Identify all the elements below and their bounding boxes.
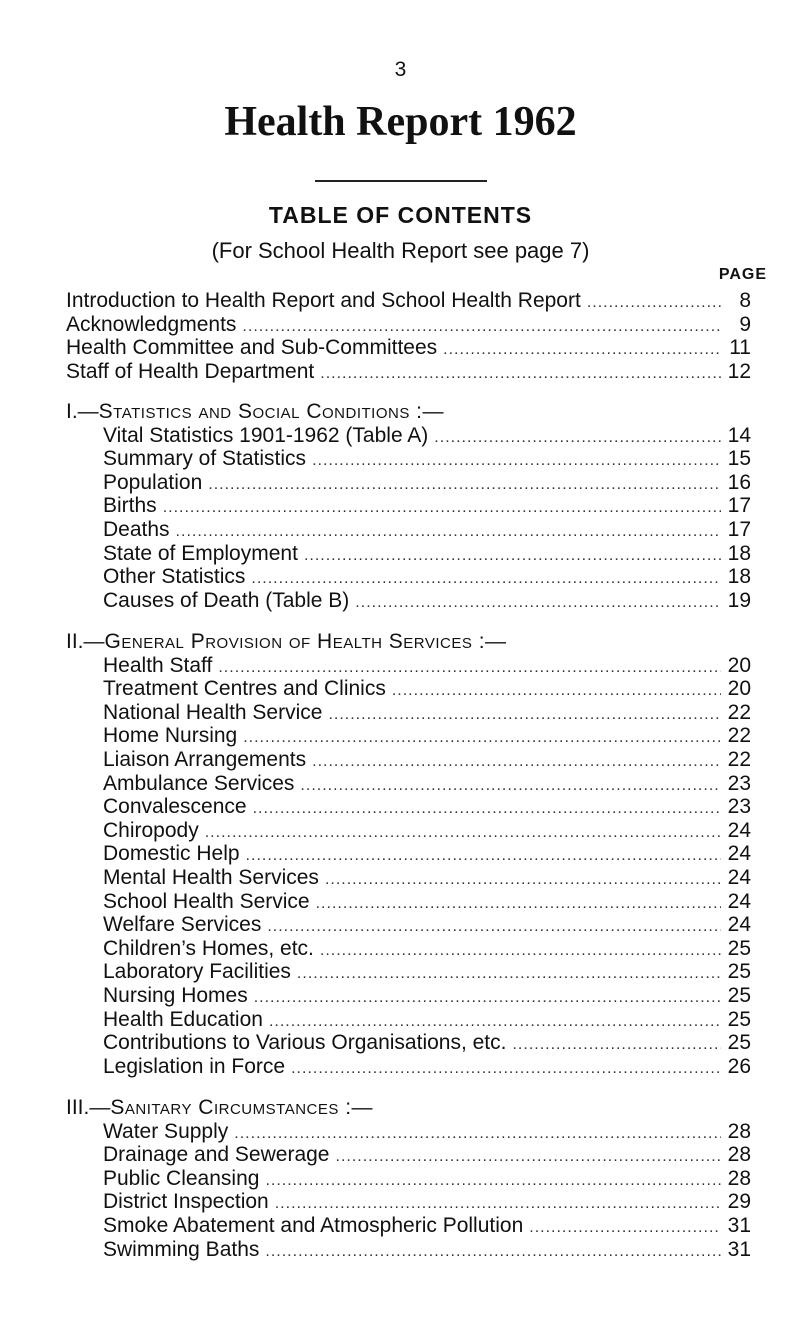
toc-entry-page: 11 — [729, 336, 751, 360]
toc-entry-page: 24 — [727, 913, 751, 937]
toc-entry[interactable] — [66, 360, 751, 384]
dot-leader — [265, 1169, 721, 1193]
toc-entry-text: Health Committee and Sub-Committees — [66, 336, 438, 360]
toc-entry-page: 20 — [727, 653, 751, 677]
toc-entry-page: 23 — [727, 771, 751, 795]
toc-entry[interactable] — [66, 518, 751, 542]
title-divider — [315, 180, 487, 182]
toc-entry-text: Convalescence — [103, 795, 247, 819]
toc-entry[interactable] — [66, 890, 751, 914]
toc-entry[interactable] — [66, 1238, 751, 1262]
section-numeral: III.— — [66, 1096, 111, 1119]
dot-leader — [218, 656, 721, 680]
page-title: Health Report 1962 — [224, 99, 577, 145]
toc-entry-page: 15 — [727, 447, 751, 471]
dot-leader — [320, 362, 721, 386]
dot-leader — [163, 496, 721, 520]
toc-entry-page: 18 — [727, 565, 751, 589]
dot-leader — [392, 679, 721, 703]
toc-entry-page: 28 — [727, 1143, 751, 1167]
toc-entry-text: Treatment Centres and Clinics — [103, 677, 386, 701]
toc-entry-page: 25 — [727, 1007, 751, 1031]
toc-entry-page: 17 — [727, 494, 751, 518]
toc-entry-page: 24 — [727, 889, 751, 913]
dot-leader — [254, 986, 721, 1010]
dot-leader — [300, 774, 721, 798]
toc-entry-text: Chiropody — [103, 818, 199, 842]
toc-entry-text: Ambulance Services — [103, 771, 295, 795]
toc-entry[interactable] — [66, 677, 751, 701]
toc-entry-page: 22 — [727, 724, 751, 748]
toc-entry-page: 24 — [727, 865, 751, 889]
section-title: General Provision of Health Services :— — [104, 630, 507, 653]
toc-entry-page: 23 — [727, 795, 751, 819]
toc-entry[interactable] — [66, 471, 751, 495]
page-number: 3 — [394, 58, 407, 81]
toc-entry-page: 31 — [727, 1237, 751, 1261]
toc-entry-page: 25 — [727, 936, 751, 960]
toc-entry[interactable] — [66, 701, 751, 725]
toc-entry-page: 28 — [727, 1166, 751, 1190]
toc-entry[interactable] — [66, 654, 751, 678]
section-heading — [66, 400, 751, 424]
toc-entry-page: 24 — [727, 818, 751, 842]
toc-entry[interactable] — [66, 1190, 751, 1214]
page-column-label: PAGE — [718, 266, 767, 283]
toc-entry-page: 24 — [727, 842, 751, 866]
toc-entry-text: District Inspection — [103, 1190, 269, 1214]
toc-entry-text: Laboratory Facilities — [103, 960, 291, 984]
dot-leader — [243, 726, 721, 750]
toc-heading: TABLE OF CONTENTS — [268, 202, 533, 228]
toc-entry-text: Contributions to Various Organisations, etc. — [103, 1031, 507, 1055]
dot-leader — [316, 892, 721, 916]
toc-entry[interactable] — [66, 542, 751, 566]
toc-entry-text: Liaison Arrangements — [103, 747, 307, 771]
toc-entry-text: Legislation in Force — [103, 1054, 286, 1078]
toc-entry[interactable] — [66, 313, 751, 337]
dot-leader — [336, 1145, 722, 1169]
dot-leader — [205, 821, 721, 845]
dot-leader — [328, 703, 721, 727]
section-sanitary — [66, 1096, 751, 1261]
intro-entries — [66, 289, 751, 383]
toc-entry[interactable] — [66, 937, 751, 961]
toc-entry-text: Births — [103, 494, 157, 518]
toc-entry[interactable] — [66, 447, 751, 471]
toc-entry-page: 9 — [739, 312, 751, 336]
toc-entry-page: 25 — [727, 960, 751, 984]
toc-entry-text: National Health Service — [103, 700, 323, 724]
dot-leader — [434, 426, 721, 450]
toc-entry[interactable] — [66, 565, 751, 589]
toc-entry-page: 25 — [727, 983, 751, 1007]
toc-entry-page: 14 — [727, 423, 751, 447]
dot-leader — [267, 915, 721, 939]
toc-entry[interactable] — [66, 589, 751, 613]
section-numeral: I.— — [66, 400, 99, 423]
toc-entry-page: 26 — [727, 1054, 751, 1078]
toc-entry-text: Staff of Health Department — [66, 359, 315, 383]
dot-leader — [512, 1033, 721, 1057]
dot-leader — [304, 544, 721, 568]
toc-entry-text: Smoke Abatement and Atmospheric Pollution — [103, 1213, 524, 1237]
dot-leader — [443, 338, 721, 362]
dot-leader — [208, 473, 721, 497]
dot-leader — [312, 449, 721, 473]
section-numeral: II.— — [66, 630, 105, 653]
toc-entry-text: Welfare Services — [103, 913, 262, 937]
toc-entry[interactable] — [66, 913, 751, 937]
dot-leader — [355, 591, 721, 615]
toc-entry-page: 29 — [727, 1190, 751, 1214]
toc-entry[interactable] — [66, 748, 751, 772]
toc-entry-page: 28 — [727, 1119, 751, 1143]
section-title: Statistics and Social Conditions :— — [98, 400, 444, 423]
toc-entry-text: Domestic Help — [103, 842, 240, 866]
dot-leader — [312, 750, 721, 774]
toc-entry-text: Vital Statistics 1901-1962 (Table A) — [103, 423, 429, 447]
toc-entry-page: 22 — [727, 700, 751, 724]
dot-leader — [265, 1240, 721, 1264]
toc-entry-page: 20 — [727, 677, 751, 701]
toc-entry-text: Acknowledgments — [66, 312, 237, 336]
toc-entry[interactable] — [66, 424, 751, 448]
toc-entry[interactable] — [66, 960, 751, 984]
toc-entry[interactable] — [66, 494, 751, 518]
dot-leader — [275, 1192, 721, 1216]
toc-entry[interactable] — [66, 819, 751, 843]
toc-entry-text: Swimming Baths — [103, 1237, 260, 1261]
dot-leader — [291, 1057, 721, 1081]
toc-entry-text: Mental Health Services — [103, 865, 319, 889]
dot-leader — [269, 1010, 721, 1034]
section-heading — [66, 1096, 751, 1120]
toc-entry-text: Nursing Homes — [103, 983, 248, 1007]
section-statistics — [66, 400, 751, 612]
dot-leader — [251, 567, 721, 591]
toc-entry-page: 12 — [727, 359, 751, 383]
toc-entry-page: 16 — [727, 470, 751, 494]
toc-entry[interactable] — [66, 772, 751, 796]
dot-leader — [246, 844, 721, 868]
dot-leader — [587, 291, 721, 315]
toc-entry[interactable] — [66, 289, 751, 313]
toc-entry-page: 22 — [727, 747, 751, 771]
toc-entry-text: Population — [103, 470, 203, 494]
toc-entry[interactable] — [66, 1143, 751, 1167]
toc-entry[interactable] — [66, 1055, 751, 1079]
toc-entry[interactable] — [66, 1008, 751, 1032]
toc-entry-text: Introduction to Health Report and School Health Report — [66, 289, 581, 312]
toc-entry-text: Health Staff — [103, 653, 213, 677]
toc-entry[interactable] — [66, 336, 751, 360]
dot-leader — [297, 962, 721, 986]
dot-leader — [253, 797, 721, 821]
toc-entry-text: Children’s Homes, etc. — [103, 936, 314, 960]
toc-subheading: (For School Health Report see page 7) — [211, 238, 590, 263]
toc-entry-text: Summary of Statistics — [103, 447, 307, 471]
dot-leader — [529, 1216, 721, 1240]
dot-leader — [242, 315, 721, 339]
toc-entry[interactable] — [66, 842, 751, 866]
toc-entry[interactable] — [66, 984, 751, 1008]
toc-entry-text: Public Cleansing — [103, 1166, 260, 1190]
toc-entry-page: 25 — [727, 1031, 751, 1055]
section-heading — [66, 630, 751, 654]
toc-entry-page: 8 — [739, 289, 751, 312]
toc-entry-text: Other Statistics — [103, 565, 246, 589]
toc-entry[interactable] — [66, 724, 751, 748]
toc-entry-page: 18 — [727, 541, 751, 565]
toc-entry[interactable] — [66, 1120, 751, 1144]
toc-entry-page: 19 — [727, 588, 751, 612]
section-title: Sanitary Circumstances :— — [110, 1096, 374, 1119]
toc-entry[interactable] — [66, 795, 751, 819]
toc-entry-text: State of Employment — [103, 541, 298, 565]
toc-entry-text: Drainage and Sewerage — [103, 1143, 330, 1167]
dot-leader — [234, 1122, 721, 1146]
toc-entry-page: 31 — [727, 1213, 751, 1237]
toc-entry-text: Deaths — [103, 517, 170, 541]
toc-entry-page: 17 — [727, 517, 751, 541]
toc-entry[interactable] — [66, 1214, 751, 1238]
dot-leader — [176, 520, 721, 544]
dot-leader — [325, 868, 721, 892]
toc-entry-text: Water Supply — [103, 1119, 229, 1143]
toc-entry-text: Home Nursing — [103, 724, 238, 748]
toc-entry[interactable] — [66, 1167, 751, 1191]
toc-entry-text: Causes of Death (Table B) — [103, 588, 350, 612]
toc-entry[interactable] — [66, 1031, 751, 1055]
toc-entry[interactable] — [66, 866, 751, 890]
toc-entry-text: Health Education — [103, 1007, 263, 1031]
toc-entry-text: School Health Service — [103, 889, 310, 913]
dot-leader — [320, 939, 721, 963]
section-health-services — [66, 630, 751, 1078]
